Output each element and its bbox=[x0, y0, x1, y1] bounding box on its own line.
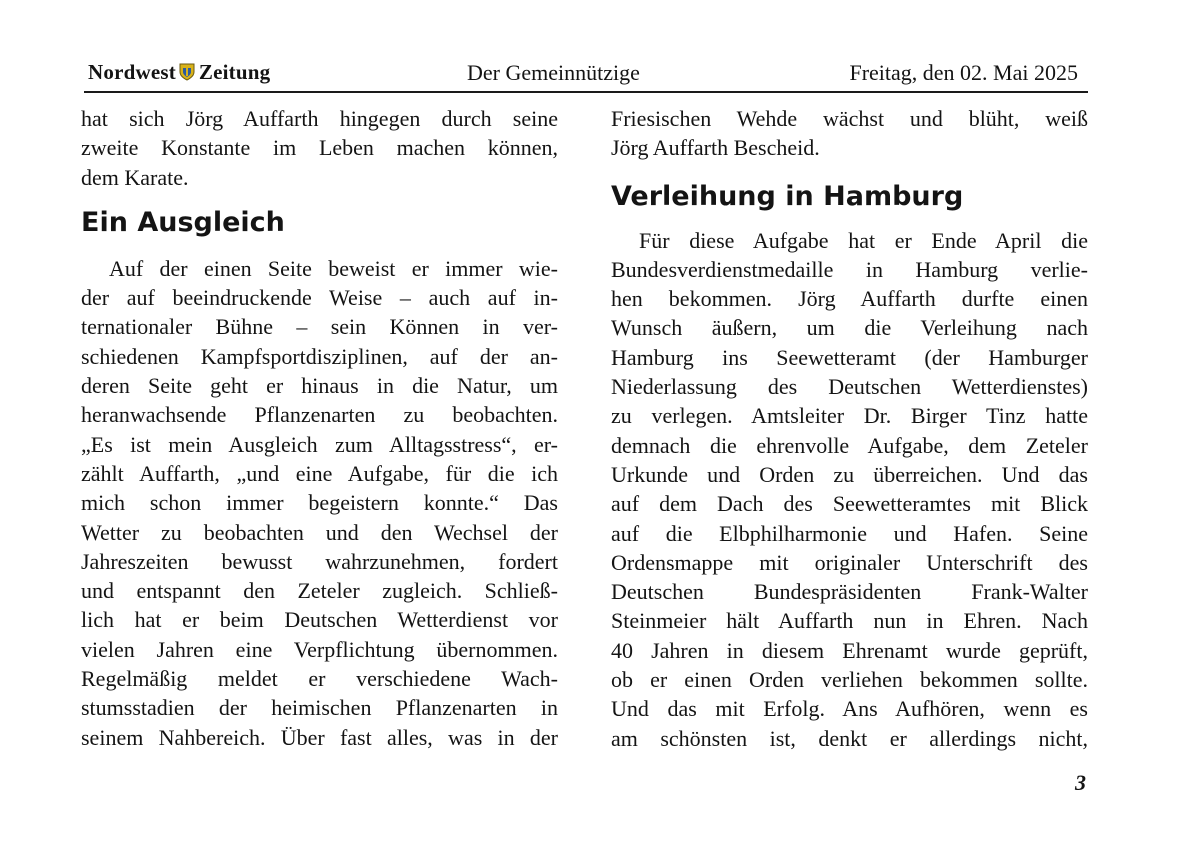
text-line: vielen Jahren eine Verpflichtung übernommen. bbox=[81, 636, 558, 662]
text-line: Ordensmappe mit originaler Unterschrift des bbox=[611, 549, 1088, 575]
text-line: auf dem Dach des Seewetteramtes mit Blick bbox=[611, 491, 1088, 517]
text-line: Auf der einen Seite beweist er immer wie- bbox=[109, 255, 558, 281]
left-column bbox=[81, 104, 558, 752]
text-line: ob er einen Orden verliehen bekommen sollte. bbox=[611, 667, 1088, 693]
text-line: am schönsten ist, denkt er allerdings nicht, bbox=[611, 725, 1088, 751]
text-line: Wetter zu beobachten und den Wechsel der bbox=[81, 519, 558, 545]
text-line: zu verlegen. Amtsleiter Dr. Birger Tinz hatte bbox=[611, 403, 1088, 429]
text-line: seinem Nahbereich. Über fast alles, was in der bbox=[81, 724, 558, 750]
page-number: 3 bbox=[1075, 770, 1086, 795]
text-line: Niederlassung des Deutschen Wetterdienstes) bbox=[611, 374, 1088, 400]
text-line: hen bekommen. Jörg Auffarth durfte einen bbox=[611, 286, 1088, 312]
section-heading: Verleihung in Hamburg bbox=[611, 180, 964, 212]
text-line: mich schon immer begeistern konnte.“ Das bbox=[81, 490, 558, 516]
brand-name-part2: Zeitung bbox=[198, 60, 271, 84]
text-line: auf die Elbphilharmonie und Hafen. Seine bbox=[611, 520, 1088, 546]
brand-name-part1: Nordwest bbox=[88, 60, 176, 84]
text-line: Regelmäßig meldet er verschiedene Wach- bbox=[81, 666, 558, 692]
text-line: Bundesverdienstmedaille in Hamburg verlie- bbox=[611, 256, 1088, 282]
text-line: hat sich Jörg Auffarth hingegen durch seine bbox=[81, 106, 558, 131]
text-line: Deutschen Bundespräsidenten Frank-Walter bbox=[611, 579, 1088, 605]
continued-paragraph bbox=[81, 104, 558, 192]
text-line: Hamburg ins Seewetteramt (der Hamburger bbox=[611, 344, 1088, 370]
text-line: Wunsch äußern, um die Verleihung nach bbox=[611, 315, 1088, 341]
text-line: deren Seite geht er hinaus in die Natur, um bbox=[81, 373, 558, 399]
text-line: Urkunde und Orden zu überreichen. Und das bbox=[611, 461, 1088, 487]
text-line: 40 Jahren in diesem Ehrenamt wurde geprüft, bbox=[611, 637, 1088, 663]
newspaper-brand bbox=[88, 60, 270, 85]
coat-of-arms-icon bbox=[179, 62, 195, 80]
header-rule bbox=[84, 91, 1088, 93]
issue-date: Freitag, den 02. Mai 2025 bbox=[849, 60, 1078, 85]
text-line: lich hat er beim Deutschen Wetterdienst vor bbox=[81, 607, 558, 633]
text-line: stumsstadien der heimischen Pflanzenarten in bbox=[81, 695, 558, 721]
text-line: Jahreszeiten bewusst wahrzunehmen, fordert bbox=[81, 548, 558, 574]
text-line: Steinmeier hält Auffarth nun in Ehren. Nach bbox=[611, 608, 1088, 634]
text-line: und entspannt den Zeteler zugleich. Schließ- bbox=[81, 578, 558, 604]
text-line: demnach die ehrenvolle Aufgabe, dem Zeteler bbox=[611, 432, 1088, 458]
section-heading: Ein Ausgleich bbox=[81, 206, 285, 238]
text-line: heranwachsende Pflanzenarten zu beobachten. bbox=[81, 402, 558, 428]
text-line: zweite Konstante im Leben machen können, bbox=[81, 135, 558, 161]
text-line: der auf beeindruckende Weise – auch auf in- bbox=[81, 285, 558, 311]
continued-paragraph bbox=[611, 104, 1088, 163]
text-line: „Es ist mein Ausgleich zum Alltagsstress“, er- bbox=[81, 431, 558, 457]
text-line: zählt Auffarth, „und eine Aufgabe, für die ich bbox=[81, 460, 558, 486]
text-line: ternationaler Bühne – sein Können in ver- bbox=[81, 314, 558, 340]
text-line: Jörg Auffarth Bescheid. bbox=[611, 135, 820, 161]
body-paragraph bbox=[81, 254, 558, 752]
body-paragraph bbox=[611, 226, 1088, 753]
text-line: Friesischen Wehde wächst und blüht, weiß bbox=[611, 106, 1088, 131]
text-line: Und das mit Erfolg. Ans Aufhören, wenn es bbox=[611, 696, 1088, 722]
right-column bbox=[611, 104, 1088, 753]
text-line: schiedenen Kampfsportdisziplinen, auf der an- bbox=[81, 343, 558, 369]
page-header bbox=[84, 56, 1088, 90]
issue-title: Der Gemeinnützige bbox=[467, 60, 640, 85]
text-line: Für diese Aufgabe hat er Ende April die bbox=[639, 227, 1088, 253]
text-line: dem Karate. bbox=[81, 164, 189, 190]
